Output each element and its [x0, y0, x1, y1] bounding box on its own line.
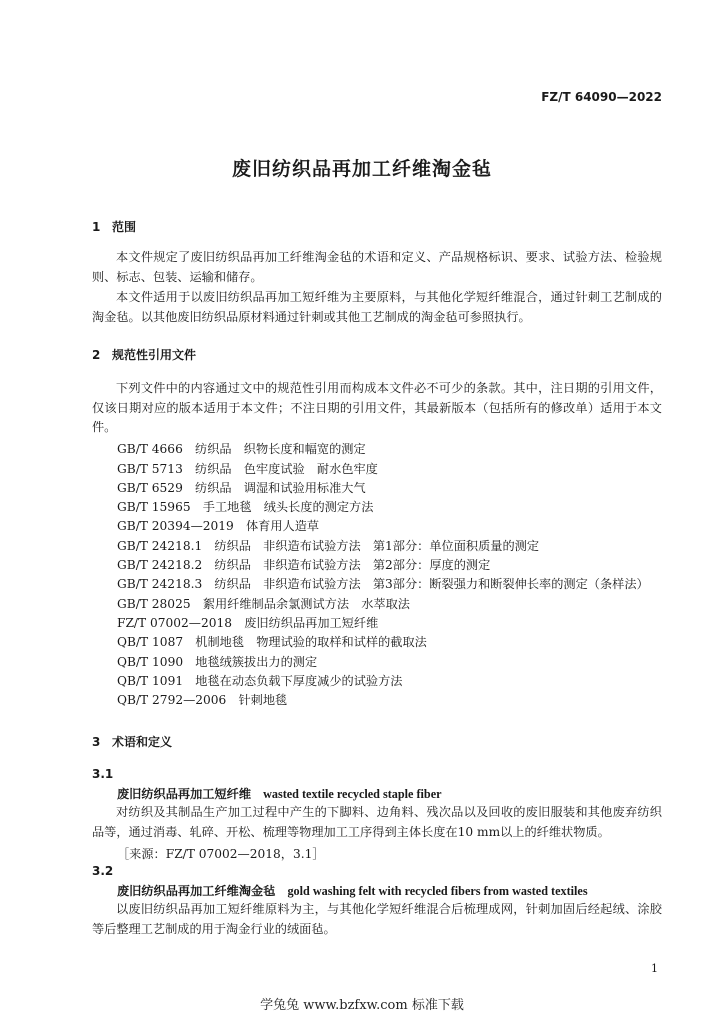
- term-source: ［来源：FZ/T 07002—2018，3.1］: [117, 847, 325, 861]
- section-title: 范围: [112, 220, 137, 234]
- term-definition: 对纺织及其制品生产加工过程中产生的下脚料、边角料、残次品以及回收的废旧服装和其他废弃纺织品等，通过消毒、轧碎、开松、梳理等物理加工工序得到主体长度在10 mm以上的纤维状物质。: [92, 805, 662, 839]
- scope-paragraph-1: 本文件规定了废旧纺织品再加工纤维淘金毡的术语和定义、产品规格标识、要求、试验方法、检验规则、标志、包装、运输和储存。: [92, 250, 662, 284]
- reference-item: QB/T 1090 地毯绒簇拔出力的测定: [117, 655, 318, 669]
- section-title: 术语和定义: [112, 735, 173, 749]
- reference-item: GB/T 5713 纺织品 色牢度试验 耐水色牢度: [117, 462, 378, 476]
- reference-item: QB/T 1091 地毯在动态负载下厚度减少的试验方法: [117, 674, 403, 688]
- references-intro: 下列文件中的内容通过文中的规范性引用而构成本文件必不可少的条款。其中，注日期的引用文件，仅该日期对应的版本适用于本文件；不注日期的引用文件，其最新版本（包括所有的修改单）适用于本文件。: [92, 381, 662, 434]
- section-3-heading: [92, 733, 172, 750]
- reference-item: GB/T 6529 纺织品 调湿和试验用标准大气: [117, 481, 366, 495]
- reference-item: QB/T 2792—2006 针刺地毯: [117, 693, 288, 707]
- section-title: 规范性引用文件: [112, 348, 197, 362]
- reference-item: GB/T 24218.2 纺织品 非织造布试验方法 第2部分：厚度的测定: [117, 558, 491, 572]
- reference-item: GB/T 24218.3 纺织品 非织造布试验方法 第3部分：断裂强力和断裂伸长率的测定（条样法）: [117, 577, 649, 591]
- section-2-heading: [92, 346, 196, 363]
- scope-paragraph-2: 本文件适用于以废旧纺织品再加工短纤维为主要原料，与其他化学短纤维混合，通过针刺工艺制成的淘金毡。以其他废旧纺织品原材料通过针刺或其他工艺制成的淘金毡可参照执行。: [92, 290, 662, 324]
- reference-item: GB/T 20394—2019 体育用人造草: [117, 519, 320, 533]
- term-definition: 以废旧纺织品再加工短纤维原料为主，与其他化学短纤维混合后梳理成网，针刺加固后经起绒、涂胶等后整理工艺制成的用于淘金行业的绒面毡。: [92, 902, 662, 936]
- term-heading: [117, 882, 588, 899]
- section-1-heading: [92, 218, 136, 235]
- section-number: 2: [92, 348, 101, 362]
- section-number: 1: [92, 220, 101, 234]
- term-number: 3.1: [92, 767, 114, 781]
- page-number: 1: [651, 962, 658, 975]
- term-chinese: 废旧纺织品再加工短纤维: [117, 787, 252, 801]
- term-heading: [117, 785, 442, 802]
- term-english: gold washing felt with recycled fibers from wasted textiles: [287, 884, 588, 898]
- term-chinese: 废旧纺织品再加工纤维淘金毡: [117, 884, 276, 898]
- term-number: 3.2: [92, 864, 114, 878]
- section-number: 3: [92, 735, 101, 749]
- document-title: 废旧纺织品再加工纤维淘金毡: [231, 158, 492, 180]
- reference-item: QB/T 1087 机制地毯 物理试验的取样和试样的截取法: [117, 635, 427, 649]
- standard-code: FZ/T 64090—2022: [541, 90, 662, 104]
- reference-item: GB/T 28025 絮用纤维制品余氯测试方法 水萃取法: [117, 597, 410, 611]
- site-watermark: 学兔兔 www.bzfxw.com 标准下载: [260, 998, 464, 1013]
- term-english: wasted textile recycled staple fiber: [263, 787, 442, 801]
- reference-item: GB/T 24218.1 纺织品 非织造布试验方法 第1部分：单位面积质量的测定: [117, 539, 540, 553]
- reference-item: GB/T 4666 纺织品 织物长度和幅宽的测定: [117, 442, 366, 456]
- reference-item: FZ/T 07002—2018 废旧纺织品再加工短纤维: [117, 616, 379, 630]
- reference-item: GB/T 15965 手工地毯 绒头长度的测定方法: [117, 500, 374, 514]
